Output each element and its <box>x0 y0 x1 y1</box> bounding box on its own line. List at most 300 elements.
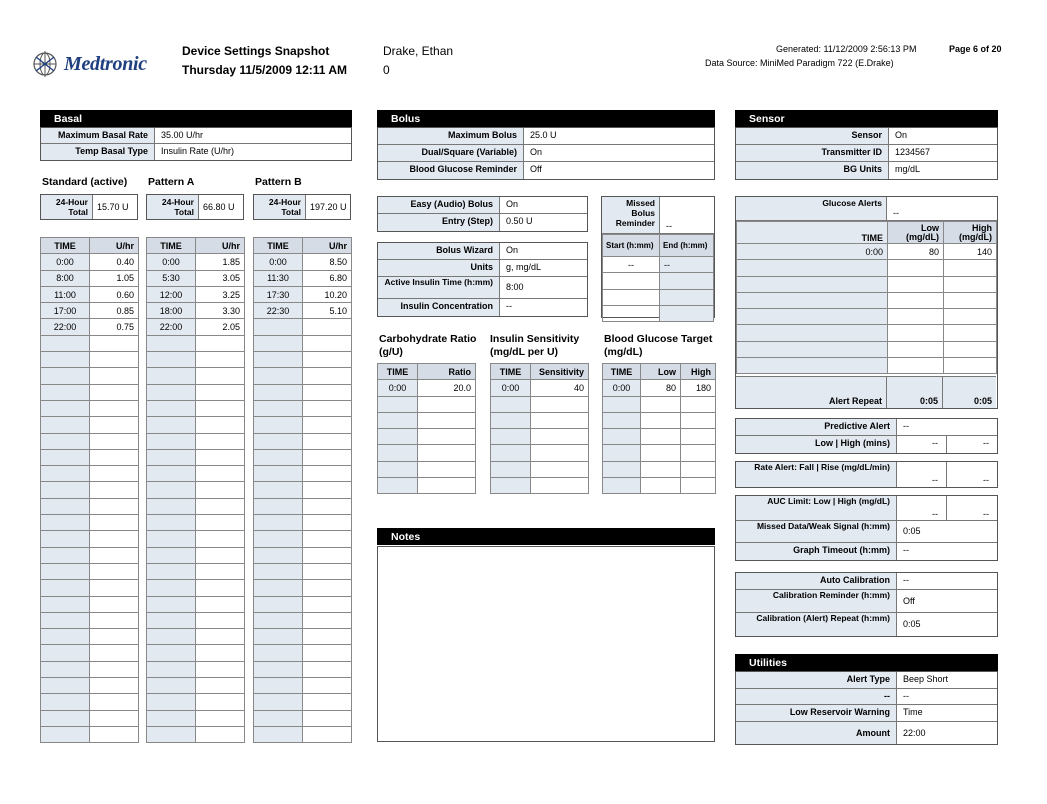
table-row <box>41 319 139 335</box>
basal-rate-cell <box>90 563 139 579</box>
basal-time-cell: 12:00 <box>147 286 196 302</box>
basal-24h-total <box>40 194 138 220</box>
basal-time-cell <box>41 678 90 694</box>
basal-time-cell <box>41 368 90 384</box>
missed-cell-0 <box>603 273 660 289</box>
bg-target-table <box>602 363 716 494</box>
basal-rate-cell <box>303 678 352 694</box>
bg-reminder-row <box>378 162 714 179</box>
missed-data-label: Missed Data/Weak Signal (h:mm) <box>736 521 897 542</box>
basal-rate-cell <box>196 612 245 628</box>
basal-time-cell: 0:00 <box>147 254 196 270</box>
basal-time-cell <box>147 352 196 368</box>
basal-rate-cell <box>303 661 352 677</box>
basal-time-cell <box>254 710 303 726</box>
table-row <box>737 292 997 308</box>
table-row <box>254 352 352 368</box>
low-high-mins-label: Low | High (mins) <box>736 436 897 453</box>
graph-timeout-row <box>736 543 997 560</box>
utilities-section-title: Utilities <box>735 654 998 671</box>
sens-cell-0 <box>491 445 531 461</box>
alerts-cell-0 <box>737 341 888 357</box>
carb-cell-0 <box>378 396 418 412</box>
target-cell-2 <box>681 429 716 445</box>
cal-reminder-label: Calibration Reminder (h:mm) <box>736 590 897 612</box>
transmitter-label: Transmitter ID <box>736 145 889 161</box>
missed-cell-1 <box>660 289 714 305</box>
target-cell-0 <box>603 445 641 461</box>
basal-time-cell: 17:30 <box>254 286 303 302</box>
entry-step-label: Entry (Step) <box>378 214 500 231</box>
basal-rate-cell: 0.40 <box>90 254 139 270</box>
basal-rate-header: U/hr <box>90 238 139 254</box>
cal-reminder-value: Off <box>903 596 915 606</box>
basal-rate-cell <box>196 629 245 645</box>
easy-bolus-label: Easy (Audio) Bolus <box>378 197 500 213</box>
table-row <box>147 580 245 596</box>
basal-time-cell <box>41 612 90 628</box>
bolus-wizard-box <box>377 242 588 317</box>
basal-rate-cell: 2.05 <box>196 319 245 335</box>
table-row <box>41 466 139 482</box>
table-row <box>254 319 352 335</box>
cal-reminder-row <box>736 590 997 613</box>
basal-time-cell <box>254 531 303 547</box>
alerts-cell-0: 0:00 <box>737 244 888 260</box>
max-bolus-label: Maximum Bolus <box>378 128 524 144</box>
basal-rate-cell <box>196 352 245 368</box>
alerts-cell-1: 80 <box>888 244 944 260</box>
rate-rise-value: -- <box>983 475 989 485</box>
table-row <box>147 547 245 563</box>
table-row <box>41 303 139 319</box>
sens-cell-0 <box>491 429 531 445</box>
basal-time-cell <box>41 384 90 400</box>
basal-time-cell <box>41 433 90 449</box>
table-row <box>147 384 245 400</box>
alert-type-row <box>736 672 997 689</box>
basal-rate-cell: 3.25 <box>196 286 245 302</box>
basal-time-cell <box>254 563 303 579</box>
table-row <box>378 478 476 494</box>
basal-rate-cell <box>90 694 139 710</box>
table-row <box>603 257 714 273</box>
graph-timeout-label: Graph Timeout (h:mm) <box>736 543 897 560</box>
basal-time-cell <box>254 449 303 465</box>
carb-cell-0 <box>378 445 418 461</box>
sens-cell-1 <box>531 429 589 445</box>
table-row <box>41 335 139 351</box>
max-bolus-value: 25.0 U <box>530 130 557 140</box>
basal-rate-cell <box>90 612 139 628</box>
basal-rate-cell <box>196 563 245 579</box>
target-cell-1 <box>641 445 681 461</box>
basal-time-cell <box>254 384 303 400</box>
carb-ratio-table <box>377 363 476 494</box>
table-row <box>254 417 352 433</box>
medtronic-logo <box>30 48 165 80</box>
carb-cell-0: 0:00 <box>378 380 418 396</box>
alerts-time-header: TIME <box>737 222 888 244</box>
table-row <box>737 309 997 325</box>
basal-time-cell <box>254 726 303 742</box>
basal-time-cell <box>147 531 196 547</box>
basal-time-cell <box>147 726 196 742</box>
easy-bolus-row <box>378 197 587 214</box>
basal-time-cell <box>147 417 196 433</box>
table-row <box>147 661 245 677</box>
table-row <box>378 429 476 445</box>
table-row <box>41 384 139 400</box>
carb-ratio-title: Carbohydrate Ratio (g/U) <box>379 333 477 358</box>
alerts-cell-2 <box>944 260 997 276</box>
basal-time-cell <box>254 482 303 498</box>
basal-rate-cell <box>90 726 139 742</box>
alerts-cell-2 <box>944 276 997 292</box>
basal-rate-cell <box>90 352 139 368</box>
rate-alert-label: Rate Alert: Fall | Rise (mg/dL/min) <box>736 462 897 487</box>
basal-rate-cell <box>303 368 352 384</box>
table-row <box>147 482 245 498</box>
missed-data-value: 0:05 <box>903 526 921 536</box>
easy-bolus-box <box>377 196 588 232</box>
basal-time-cell <box>41 547 90 563</box>
table-row <box>737 341 997 357</box>
basal-time-header: TIME <box>147 238 196 254</box>
basal-section-title: Basal <box>40 110 352 127</box>
low-high-mins-row <box>736 436 997 453</box>
basal-time-cell <box>147 449 196 465</box>
basal-rate-cell <box>90 580 139 596</box>
bg-units-row <box>736 162 997 179</box>
insulin-concentration-label: Insulin Concentration <box>378 299 500 316</box>
carb-cell-1 <box>418 412 476 428</box>
basal-time-cell <box>41 661 90 677</box>
basal-time-cell <box>254 580 303 596</box>
table-row <box>603 396 716 412</box>
table-row <box>41 449 139 465</box>
basal-pattern-name: Pattern A <box>148 176 195 188</box>
basal-rate-cell <box>303 580 352 596</box>
basal-time-cell <box>254 417 303 433</box>
basal-time-cell: 5:30 <box>147 270 196 286</box>
table-row <box>737 260 997 276</box>
table-row <box>254 449 352 465</box>
table-row <box>254 726 352 742</box>
basal-rate-cell <box>303 319 352 335</box>
table-row <box>254 400 352 416</box>
target-high-header: High <box>681 364 716 380</box>
bolus-wizard-row <box>378 243 587 260</box>
target-cell-2 <box>681 461 716 477</box>
basal-rate-cell: 5.10 <box>303 303 352 319</box>
basal-time-cell <box>147 466 196 482</box>
table-row <box>147 466 245 482</box>
basal-rate-cell <box>303 352 352 368</box>
basal-rate-cell: 1.85 <box>196 254 245 270</box>
alerts-cell-0 <box>737 309 888 325</box>
low-reservoir-row <box>736 705 997 722</box>
sensor-row <box>736 128 997 145</box>
table-row <box>254 498 352 514</box>
table-row <box>147 449 245 465</box>
basal-rate-cell <box>196 710 245 726</box>
alerts-cell-1 <box>888 325 944 341</box>
basal-time-cell <box>254 612 303 628</box>
basal-rate-table <box>146 237 245 743</box>
table-row <box>254 303 352 319</box>
active-insulin-value: 8:00 <box>506 282 524 292</box>
auc-box <box>735 495 998 561</box>
alerts-cell-0 <box>737 292 888 308</box>
table-row <box>378 412 476 428</box>
carb-cell-0 <box>378 478 418 494</box>
active-insulin-row <box>378 277 587 299</box>
table-row <box>147 710 245 726</box>
generated-timestamp: Generated: 11/12/2009 2:56:13 PM <box>776 44 917 54</box>
table-row <box>603 380 716 396</box>
basal-total-label: 24-Hour Total <box>41 195 93 219</box>
alert-type-value: Beep Short <box>903 674 949 684</box>
table-row <box>491 412 589 428</box>
notes-section-title: Notes <box>377 528 715 545</box>
basal-rate-cell <box>90 645 139 661</box>
table-row <box>491 396 589 412</box>
alert-repeat-high: 0:05 <box>973 396 992 406</box>
table-row <box>41 596 139 612</box>
basal-time-cell <box>147 678 196 694</box>
alert-type-label: Alert Type <box>736 672 897 688</box>
entry-step-value: 0.50 U <box>506 216 533 226</box>
table-row <box>41 417 139 433</box>
basal-time-cell <box>147 368 196 384</box>
insulin-concentration-value: -- <box>506 301 512 311</box>
target-cell-2 <box>681 478 716 494</box>
target-cell-0 <box>603 396 641 412</box>
target-cell-2: 180 <box>681 380 716 396</box>
low-reservoir-label: Low Reservoir Warning <box>736 705 897 721</box>
carb-cell-1 <box>418 445 476 461</box>
basal-rate-cell <box>303 629 352 645</box>
table-row <box>147 515 245 531</box>
auto-cal-label: Auto Calibration <box>736 573 897 589</box>
carb-ratio-header: Ratio <box>418 364 476 380</box>
basal-time-cell <box>147 400 196 416</box>
alert-repeat-row <box>736 376 996 408</box>
table-row <box>147 303 245 319</box>
bg-units-label: BG Units <box>736 162 889 179</box>
table-row <box>147 254 245 270</box>
table-row <box>147 352 245 368</box>
basal-rate-cell <box>90 417 139 433</box>
data-source: Data Source: MiniMed Paradigm 722 (E.Drake) <box>705 58 894 68</box>
sens-cell-0 <box>491 412 531 428</box>
cal-repeat-label: Calibration (Alert) Repeat (h:mm) <box>736 613 897 636</box>
sens-cell-1 <box>531 461 589 477</box>
basal-time-cell <box>254 678 303 694</box>
alerts-cell-0 <box>737 325 888 341</box>
basal-pattern-name: Pattern B <box>255 176 302 188</box>
basal-rate-cell <box>303 563 352 579</box>
basal-time-cell <box>147 694 196 710</box>
auc-label: AUC Limit: Low | High (mg/dL) <box>736 496 897 520</box>
table-row <box>41 482 139 498</box>
basal-rate-cell <box>303 482 352 498</box>
basal-rate-cell: 1.05 <box>90 270 139 286</box>
utility-dash-label: -- <box>736 689 897 704</box>
basal-time-cell <box>41 482 90 498</box>
basal-rate-cell <box>196 694 245 710</box>
basal-time-cell <box>41 531 90 547</box>
table-row <box>147 319 245 335</box>
basal-time-cell <box>254 498 303 514</box>
missed-bolus-table <box>602 234 714 322</box>
carb-cell-1 <box>418 396 476 412</box>
table-row <box>254 612 352 628</box>
basal-rate-cell <box>196 482 245 498</box>
units-label: Units <box>378 260 500 276</box>
table-row <box>254 254 352 270</box>
basal-time-cell: 22:00 <box>147 319 196 335</box>
sens-cell-0 <box>491 461 531 477</box>
basal-time-cell <box>254 645 303 661</box>
table-row <box>147 645 245 661</box>
basal-rate-cell <box>303 400 352 416</box>
table-row <box>603 289 714 305</box>
max-basal-row <box>41 128 351 144</box>
table-row <box>254 563 352 579</box>
low-reservoir-value: Time <box>903 707 923 717</box>
rate-fall-value: -- <box>897 462 947 487</box>
bg-units-value: mg/dL <box>895 164 921 174</box>
table-row <box>147 678 245 694</box>
table-row <box>254 596 352 612</box>
basal-time-cell <box>41 563 90 579</box>
table-row <box>41 629 139 645</box>
glucose-alerts-box <box>735 196 998 409</box>
carb-cell-1 <box>418 478 476 494</box>
basal-rate-cell <box>90 498 139 514</box>
bolus-wizard-value: On <box>506 245 519 255</box>
temp-basal-value: Insulin Rate (U/hr) <box>161 146 235 156</box>
entry-step-row <box>378 214 587 231</box>
basal-rate-cell <box>196 335 245 351</box>
transmitter-row <box>736 145 997 162</box>
basal-rate-cell <box>196 678 245 694</box>
basal-time-cell <box>41 645 90 661</box>
amount-row <box>736 722 997 744</box>
table-row <box>147 694 245 710</box>
table-row <box>41 352 139 368</box>
basal-time-cell <box>254 368 303 384</box>
units-value: g, mg/dL <box>506 262 542 272</box>
sensitivity-title: Insulin Sensitivity (mg/dL per U) <box>490 333 580 358</box>
table-row <box>254 466 352 482</box>
basal-time-cell <box>41 580 90 596</box>
table-row <box>491 478 589 494</box>
rate-alert-row <box>736 462 997 487</box>
carb-time-header: TIME <box>378 364 418 380</box>
basal-time-cell <box>41 335 90 351</box>
notes-area[interactable] <box>377 546 715 742</box>
cal-repeat-value: 0:05 <box>903 619 921 629</box>
sensor-settings-box <box>735 127 998 180</box>
glucose-alerts-value: -- <box>893 208 899 218</box>
target-cell-1 <box>641 396 681 412</box>
basal-24h-total <box>146 194 244 220</box>
basal-rate-cell <box>90 678 139 694</box>
target-cell-0 <box>603 478 641 494</box>
basal-rate-cell <box>303 433 352 449</box>
basal-time-cell <box>41 629 90 645</box>
table-row <box>603 305 714 321</box>
basal-rate-cell <box>90 400 139 416</box>
dual-square-row <box>378 145 714 162</box>
missed-cell-1: -- <box>660 257 714 273</box>
basal-total-value: 197.20 U <box>310 202 347 212</box>
basal-rate-cell: 3.30 <box>196 303 245 319</box>
target-cell-0 <box>603 429 641 445</box>
table-row <box>603 445 716 461</box>
basal-rate-cell <box>90 466 139 482</box>
report-date: Thursday 11/5/2009 12:11 AM <box>182 63 347 77</box>
bg-target-title: Blood Glucose Target (mg/dL) <box>604 333 713 358</box>
basal-time-cell <box>41 466 90 482</box>
basal-rate-cell <box>90 547 139 563</box>
alert-repeat-low: 0:05 <box>887 377 943 408</box>
alerts-cell-1 <box>888 276 944 292</box>
table-row <box>254 368 352 384</box>
basal-rate-cell <box>303 547 352 563</box>
basal-time-cell: 22:00 <box>41 319 90 335</box>
temp-basal-label: Temp Basal Type <box>41 144 155 160</box>
utility-dash-value: -- <box>903 691 909 701</box>
table-row <box>491 380 589 396</box>
table-row <box>41 531 139 547</box>
table-row <box>147 596 245 612</box>
target-time-header: TIME <box>603 364 641 380</box>
basal-time-cell <box>254 352 303 368</box>
target-low-header: Low <box>641 364 681 380</box>
basal-rate-cell <box>90 433 139 449</box>
table-row <box>254 482 352 498</box>
table-row <box>147 498 245 514</box>
missed-cell-1 <box>660 305 714 321</box>
basal-time-cell <box>254 661 303 677</box>
basal-rate-header: U/hr <box>303 238 352 254</box>
alerts-cell-2 <box>944 341 997 357</box>
basal-rate-cell <box>303 417 352 433</box>
table-row <box>41 400 139 416</box>
alerts-cell-2 <box>944 358 997 374</box>
table-row <box>41 694 139 710</box>
table-row <box>254 270 352 286</box>
basal-rate-cell <box>196 466 245 482</box>
basal-rate-cell: 10.20 <box>303 286 352 302</box>
basal-time-cell: 17:00 <box>41 303 90 319</box>
table-row <box>41 498 139 514</box>
table-row <box>147 368 245 384</box>
basal-rate-cell <box>90 515 139 531</box>
table-row <box>41 254 139 270</box>
basal-total-value: 66.80 U <box>203 202 235 212</box>
alerts-cell-0 <box>737 276 888 292</box>
utility-dash-row <box>736 689 997 705</box>
table-row <box>254 433 352 449</box>
table-row <box>254 629 352 645</box>
missed-bolus-box <box>601 196 715 318</box>
table-row <box>603 461 716 477</box>
